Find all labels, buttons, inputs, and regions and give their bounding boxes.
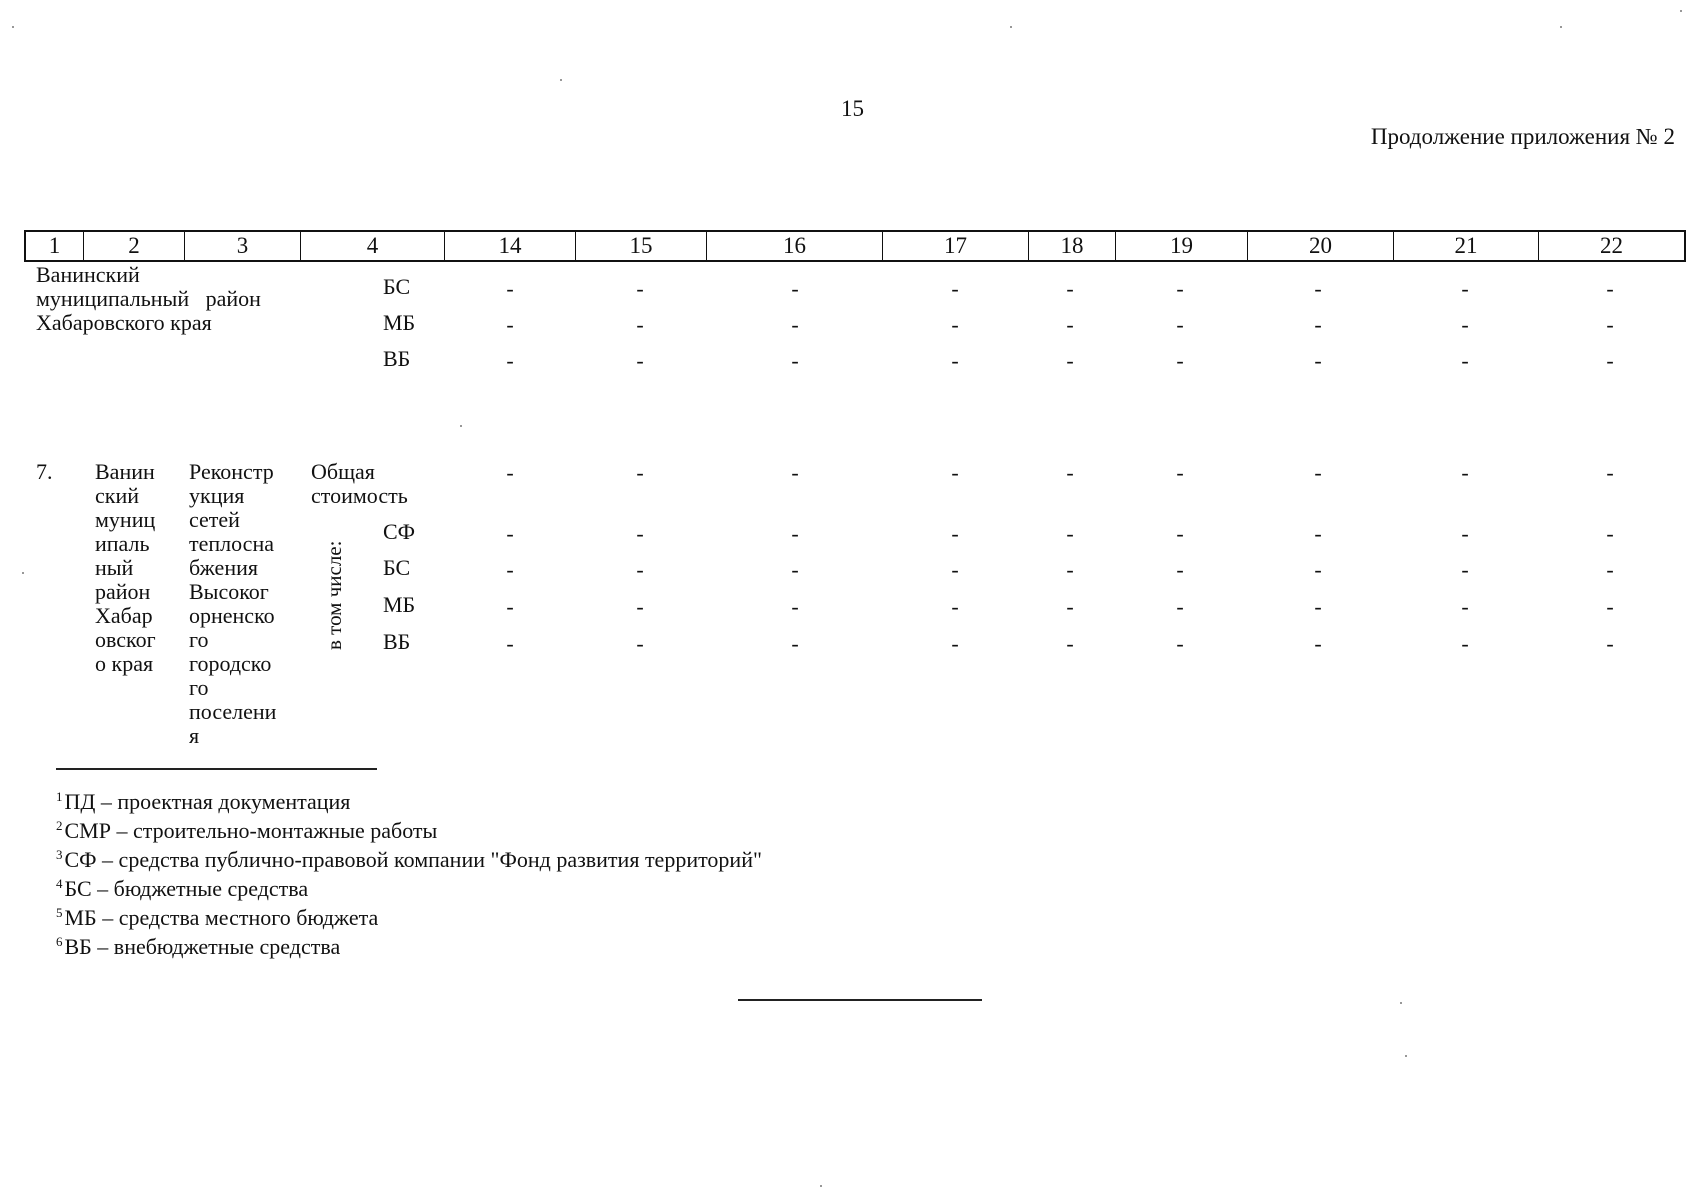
scan-speck: [1010, 26, 1012, 28]
value-cell: -: [1314, 276, 1322, 301]
footnote: [56, 843, 762, 872]
value-cell: -: [791, 348, 799, 373]
municipality-line: ипаль: [95, 531, 150, 556]
value-cell: -: [1314, 631, 1322, 656]
value-cell: -: [1606, 631, 1614, 656]
value-cell: -: [1606, 594, 1614, 619]
column-header: 4: [301, 232, 445, 260]
funding-source-label: БС: [383, 274, 411, 299]
object-name-line: теплосна: [189, 531, 274, 556]
value-cell: -: [1176, 557, 1184, 582]
end-of-document-line: [738, 999, 982, 1001]
municipality-line: овског: [95, 627, 156, 652]
object-name-line: городско: [189, 651, 272, 676]
footnote: [56, 814, 762, 843]
value-cell: -: [1461, 521, 1469, 546]
value-cell: -: [1314, 521, 1322, 546]
object-name-line: Высоког: [189, 579, 269, 604]
page-number: 15: [841, 96, 864, 121]
municipality-name: Ванинский: [36, 262, 140, 287]
municipality-line: ский: [95, 483, 139, 508]
footnote-mark: 3: [56, 847, 63, 862]
funding-source-label: МБ: [383, 310, 416, 335]
value-cell: -: [1606, 557, 1614, 582]
value-cell: -: [791, 312, 799, 337]
value-cell: -: [1176, 312, 1184, 337]
municipality-line: муниц: [95, 507, 156, 532]
footnotes: [56, 785, 762, 959]
value-cell: -: [636, 276, 644, 301]
value-cell: -: [1314, 312, 1322, 337]
value-cell: -: [506, 312, 514, 337]
value-cell: -: [1606, 348, 1614, 373]
object-name-line: укция: [189, 483, 245, 508]
municipality-name: муниципальный район: [36, 286, 261, 311]
column-header: 14: [445, 232, 576, 260]
value-cell: -: [1314, 557, 1322, 582]
value-cell: -: [1066, 460, 1074, 485]
value-cell: -: [506, 521, 514, 546]
object-name-line: бжения: [189, 555, 258, 580]
column-header: 15: [576, 232, 707, 260]
value-cell: -: [1066, 312, 1074, 337]
column-header: 3: [185, 232, 301, 260]
footnote: [56, 930, 762, 959]
value-cell: -: [506, 348, 514, 373]
column-header: 18: [1029, 232, 1116, 260]
object-name-line: Реконстр: [189, 459, 274, 484]
value-cell: -: [1066, 348, 1074, 373]
value-cell: -: [951, 276, 959, 301]
value-cell: -: [1461, 594, 1469, 619]
value-cell: -: [1176, 348, 1184, 373]
footnote-text: ПД – проектная документация: [64, 789, 351, 814]
funding-source-label: ВБ: [383, 346, 411, 371]
value-cell: -: [951, 631, 959, 656]
municipality-cell: [95, 460, 156, 676]
funding-source-label: МБ: [383, 592, 416, 617]
scan-speck: [1680, 10, 1682, 12]
municipality-line: ный: [95, 555, 134, 580]
column-header: 21: [1394, 232, 1539, 260]
footnote-text: ВБ – внебюджетные средства: [64, 934, 341, 959]
object-name-line: го: [189, 627, 209, 652]
value-cell: -: [951, 557, 959, 582]
value-cell: -: [1066, 276, 1074, 301]
value-cell: -: [791, 631, 799, 656]
value-cell: -: [1314, 348, 1322, 373]
table-header-row: [24, 230, 1686, 262]
footnote-separator: [56, 768, 377, 770]
value-cell: -: [1176, 594, 1184, 619]
object-name-cell: [189, 460, 276, 748]
footnote-text: СМР – строительно-монтажные работы: [64, 818, 438, 843]
value-cell: -: [951, 460, 959, 485]
column-header: 20: [1248, 232, 1394, 260]
scan-speck: [560, 79, 562, 81]
value-cell: -: [506, 594, 514, 619]
value-cell: -: [1461, 312, 1469, 337]
value-cell: -: [636, 460, 644, 485]
column-header: 1: [26, 232, 84, 260]
value-cell: -: [636, 348, 644, 373]
column-header: 2: [84, 232, 185, 260]
total-cost-label: стоимость: [311, 483, 408, 508]
scan-speck: [1405, 1055, 1407, 1057]
value-cell: -: [1176, 460, 1184, 485]
value-cell: -: [1066, 594, 1074, 619]
value-cell: -: [1606, 460, 1614, 485]
value-cell: -: [1461, 276, 1469, 301]
value-cell: -: [791, 557, 799, 582]
value-cell: -: [506, 460, 514, 485]
value-cell: -: [791, 521, 799, 546]
value-cell: -: [636, 557, 644, 582]
municipality-line: район: [95, 579, 151, 604]
footnote-text: СФ – средства публично-правовой компании "Фонд развития территорий": [64, 847, 762, 872]
footnote: [56, 785, 762, 814]
value-cell: -: [1314, 594, 1322, 619]
municipality-line: о края: [95, 651, 154, 676]
object-name-line: сетей: [189, 507, 240, 532]
footnote-mark: 4: [56, 876, 63, 891]
value-cell: -: [1461, 631, 1469, 656]
municipality-name: Хабаровского края: [36, 310, 212, 335]
column-header: 19: [1116, 232, 1248, 260]
footnote-text: БС – бюджетные средства: [64, 876, 309, 901]
funding-source-label: ВБ: [383, 629, 411, 654]
funding-source-label: СФ: [383, 519, 416, 544]
value-cell: -: [506, 557, 514, 582]
scan-speck: [22, 572, 24, 574]
value-cell: -: [951, 348, 959, 373]
funding-source-label: БС: [383, 555, 411, 580]
municipality-line: Хабар: [95, 603, 153, 628]
footnote-mark: 1: [56, 789, 63, 804]
object-name-line: го: [189, 675, 209, 700]
object-name-line: я: [189, 723, 200, 748]
scan-speck: [12, 26, 14, 28]
column-header: 16: [707, 232, 883, 260]
value-cell: -: [1461, 460, 1469, 485]
footnote-mark: 5: [56, 905, 63, 920]
value-cell: -: [636, 521, 644, 546]
column-header: 17: [883, 232, 1029, 260]
value-cell: -: [791, 594, 799, 619]
value-cell: -: [636, 594, 644, 619]
scan-speck: [1560, 26, 1562, 28]
value-cell: -: [636, 631, 644, 656]
value-cell: -: [1176, 276, 1184, 301]
column-header: 22: [1600, 233, 1623, 258]
including-label: в том числе:: [322, 540, 346, 650]
value-cell: -: [506, 276, 514, 301]
value-cell: -: [1066, 557, 1074, 582]
value-cell: -: [1606, 521, 1614, 546]
value-cell: -: [636, 312, 644, 337]
value-cell: -: [1176, 631, 1184, 656]
footnote: [56, 901, 762, 930]
scan-speck: [460, 425, 462, 427]
value-cell: -: [1606, 276, 1614, 301]
value-cell: -: [951, 312, 959, 337]
scan-speck: [1400, 1002, 1402, 1004]
value-cell: -: [1176, 521, 1184, 546]
total-cost-label: Общая: [311, 459, 375, 484]
value-cell: -: [1066, 521, 1074, 546]
value-cell: -: [1066, 631, 1074, 656]
value-cell: -: [506, 631, 514, 656]
row-number: 7.: [36, 459, 53, 484]
scan-speck: [820, 1185, 822, 1187]
object-name-line: орненско: [189, 603, 275, 628]
value-cell: -: [1314, 460, 1322, 485]
footnote-text: МБ – средства местного бюджета: [64, 905, 379, 930]
appendix-continuation-label: Продолжение приложения № 2: [1370, 124, 1675, 149]
object-name-line: поселени: [189, 699, 277, 724]
footnote-mark: 6: [56, 934, 63, 949]
value-cell: -: [791, 276, 799, 301]
footnote-mark: 2: [56, 818, 63, 833]
value-cell: -: [1461, 557, 1469, 582]
municipality-line: Ванин: [95, 459, 155, 484]
value-cell: -: [951, 521, 959, 546]
value-cell: -: [1461, 348, 1469, 373]
footnote: [56, 872, 762, 901]
value-cell: -: [791, 460, 799, 485]
value-cell: -: [1606, 312, 1614, 337]
value-cell: -: [951, 594, 959, 619]
